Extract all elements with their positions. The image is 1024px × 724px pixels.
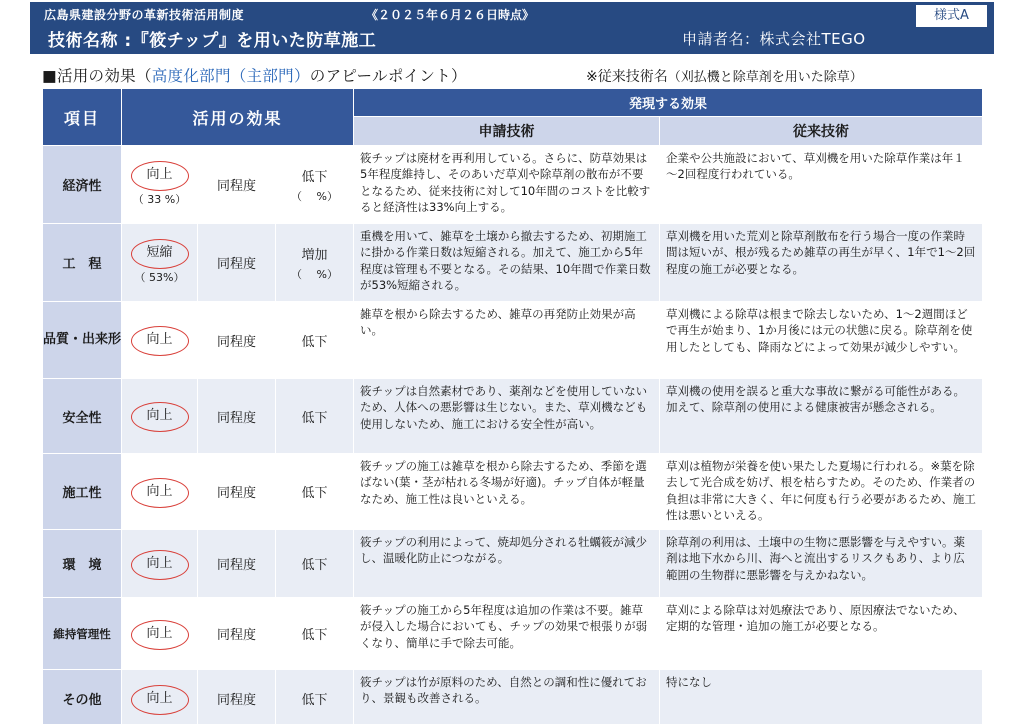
selected-circle: 向上 (133, 551, 187, 577)
conventional-tech (586, 66, 863, 86)
section-title-highlight: 高度化部門（主部門） (151, 67, 310, 85)
applied-description: 筱チップの利用によって、焼却処分される牡蠣筱が減少し、温暖化防止につながる。 (354, 530, 660, 598)
table-row (43, 454, 983, 530)
conventional-description: 草刈による除草は対処療法であり、原因療法でないため、定期的な管理・追加の施工が必要となる。 (660, 598, 983, 670)
section-title-suffix: のアピールポイント） (309, 67, 467, 85)
applicant-name: 申請者名：株式会社TEGO (682, 30, 866, 48)
effect-option-3: 低下 (276, 598, 354, 670)
effect-option-2: 同程度 (198, 454, 276, 530)
conventional-description: 除草剤の利用は、土壌中の生物に悪影響を与えやすい。薬剤は地下水から川、海へと流出するリスクもあり、より広範囲の生物群に悪影響を与えかねない。 (660, 530, 983, 598)
selected-circle: 向上 (133, 686, 187, 712)
applied-description: 筱チップは自然素材であり、薬剤などを使用していないため、人体への悪影響は生じない。また、草刈機なども使用しないため、施工における安全性が高い。 (354, 379, 660, 454)
header-applied: 申請技術 (354, 117, 660, 146)
row-item: その他 (43, 670, 122, 724)
effect-option-3 (276, 224, 354, 302)
effect-option-1 (122, 598, 198, 670)
section-title (42, 64, 467, 86)
row-item: 工 程 (43, 224, 122, 302)
effect-option-3-label: 低下 (301, 169, 328, 185)
effect-option-2: 同程度 (198, 670, 276, 724)
applied-description: 筱チップは竹が原料のため、自然との調和性に優れており、景観も改善される。 (354, 670, 660, 724)
effect-percent: （ 53%） (134, 271, 185, 284)
header-conventional: 従来技術 (660, 117, 983, 146)
conventional-description: 草刈機を用いた荒刈と除草剤散布を行う場合一度の作業時間は短いが、根が残るため雑草の再生が早く、1年で1～2回程度の施工が必要となる。 (660, 224, 983, 302)
selected-circle: 短縮 (133, 240, 187, 266)
applied-description: 重機を用いて、雑草を土壌から撤去するため、初期施工に掛かる作業日数は短縮される。加えて、施工から5年程度は管理も不要となる。その結果、10年間で作業日数が53%短縮される。 (354, 224, 660, 302)
effect-option-2: 同程度 (198, 302, 276, 379)
tech-name: 技術名称 :『筱チップ』を用いた防草施工 (48, 31, 377, 51)
header-manifest: 発現する効果 (354, 89, 983, 117)
effect-option-2: 同程度 (198, 530, 276, 598)
header-banner (30, 2, 994, 54)
table-row (43, 224, 983, 302)
effect-option-3-label: 増加 (301, 247, 328, 263)
applied-description: 筱チップの施工は雑草を根から除去するため、季節を選ばない(葉・茎が枯れる冬場が好適)。チップ自体が軽量なため、施工性は良いといえる。 (354, 454, 660, 530)
effect-percent: （ 33 %） (132, 193, 187, 206)
effect-option-1 (122, 670, 198, 724)
effect-percent: （ %） (291, 189, 338, 203)
effect-option-2: 同程度 (198, 224, 276, 302)
effect-option-3 (276, 146, 354, 224)
effect-option-1 (122, 146, 198, 224)
conventional-description: 草刈機による除草は根まで除去しないため、1～2週間ほどで再生が始まり、1か月後には元の状態に戻る。除草剤を使用したとしても、降雨などによって効果が減少しやすい。 (660, 302, 983, 379)
table-row (43, 530, 983, 598)
effect-option-3: 低下 (276, 670, 354, 724)
selected-circle: 向上 (133, 479, 187, 505)
conventional-description: 特になし (660, 670, 983, 724)
table-row (43, 379, 983, 454)
header-effect: 活用の効果 (122, 89, 354, 146)
section-title-prefix: ■活用の効果（ (42, 67, 152, 85)
effect-option-1 (122, 224, 198, 302)
applied-description: 雑草を根から除去するため、雑草の再発防止効果が高い。 (354, 302, 660, 379)
header-item: 項目 (43, 89, 122, 146)
conventional-description: 企業や公共施設において、草刈機を用いた除草作業は年１～2回程度行われている。 (660, 146, 983, 224)
table-row (43, 302, 983, 379)
table-row (43, 146, 983, 224)
row-item: 品質・出来形 (43, 302, 122, 379)
effects-table (42, 88, 983, 724)
selected-circle: 向上 (133, 327, 187, 353)
effect-option-1 (122, 379, 198, 454)
conventional-name: （刈払機と除草剤を用いた除草） (667, 70, 863, 85)
as-of-date: 《２０２５年６月２６日時点》 (366, 8, 535, 22)
system-name: 広島県建設分野の革新技術活用制度 (44, 8, 245, 22)
effect-percent: （ %） (291, 267, 338, 281)
effect-option-2: 同程度 (198, 146, 276, 224)
effect-option-3: 低下 (276, 379, 354, 454)
effect-option-3: 低下 (276, 530, 354, 598)
applied-description: 筱チップの施工から5年程度は追加の作業は不要。雑草が侵入した場合においても、チップの効果で根張りが弱くなり、簡単に手で除去可能。 (354, 598, 660, 670)
conventional-label: ※従来技術名 (586, 69, 668, 85)
form-label-badge: 様式A (915, 4, 988, 28)
effect-option-3: 低下 (276, 302, 354, 379)
row-item: 経済性 (43, 146, 122, 224)
conventional-description: 草刈は植物が栄養を使い果たした夏場に行われる。※葉を除去して光合成を妨げ、根を枯らすため。そのため、作業者の負担は非常に大きく、年に何度も行う必要があるため、施工性は悪いといえる。 (660, 454, 983, 530)
effect-option-1 (122, 454, 198, 530)
effect-option-3: 低下 (276, 454, 354, 530)
row-item: 環 境 (43, 530, 122, 598)
row-item: 施工性 (43, 454, 122, 530)
effect-option-1 (122, 530, 198, 598)
effect-option-2: 同程度 (198, 598, 276, 670)
applied-description: 筱チップは廃材を再利用している。さらに、防草効果は5年程度維持し、そのあいだ草刈や除草剤の散布が不要となるため、従来技術に対して10年間のコストを比較すると経済性は33%向上する。 (354, 146, 660, 224)
conventional-description: 草刈機の使用を誤ると重大な事故に繋がる可能性がある。加えて、除草剤の使用による健康被害が懸念される。 (660, 379, 983, 454)
selected-circle: 向上 (133, 403, 187, 429)
table-row (43, 598, 983, 670)
row-item: 安全性 (43, 379, 122, 454)
row-item: 維持管理性 (43, 598, 122, 670)
selected-circle: 向上 (133, 162, 187, 188)
effect-option-1 (122, 302, 198, 379)
effect-option-2: 同程度 (198, 379, 276, 454)
selected-circle: 向上 (133, 621, 187, 647)
table-row (43, 670, 983, 724)
